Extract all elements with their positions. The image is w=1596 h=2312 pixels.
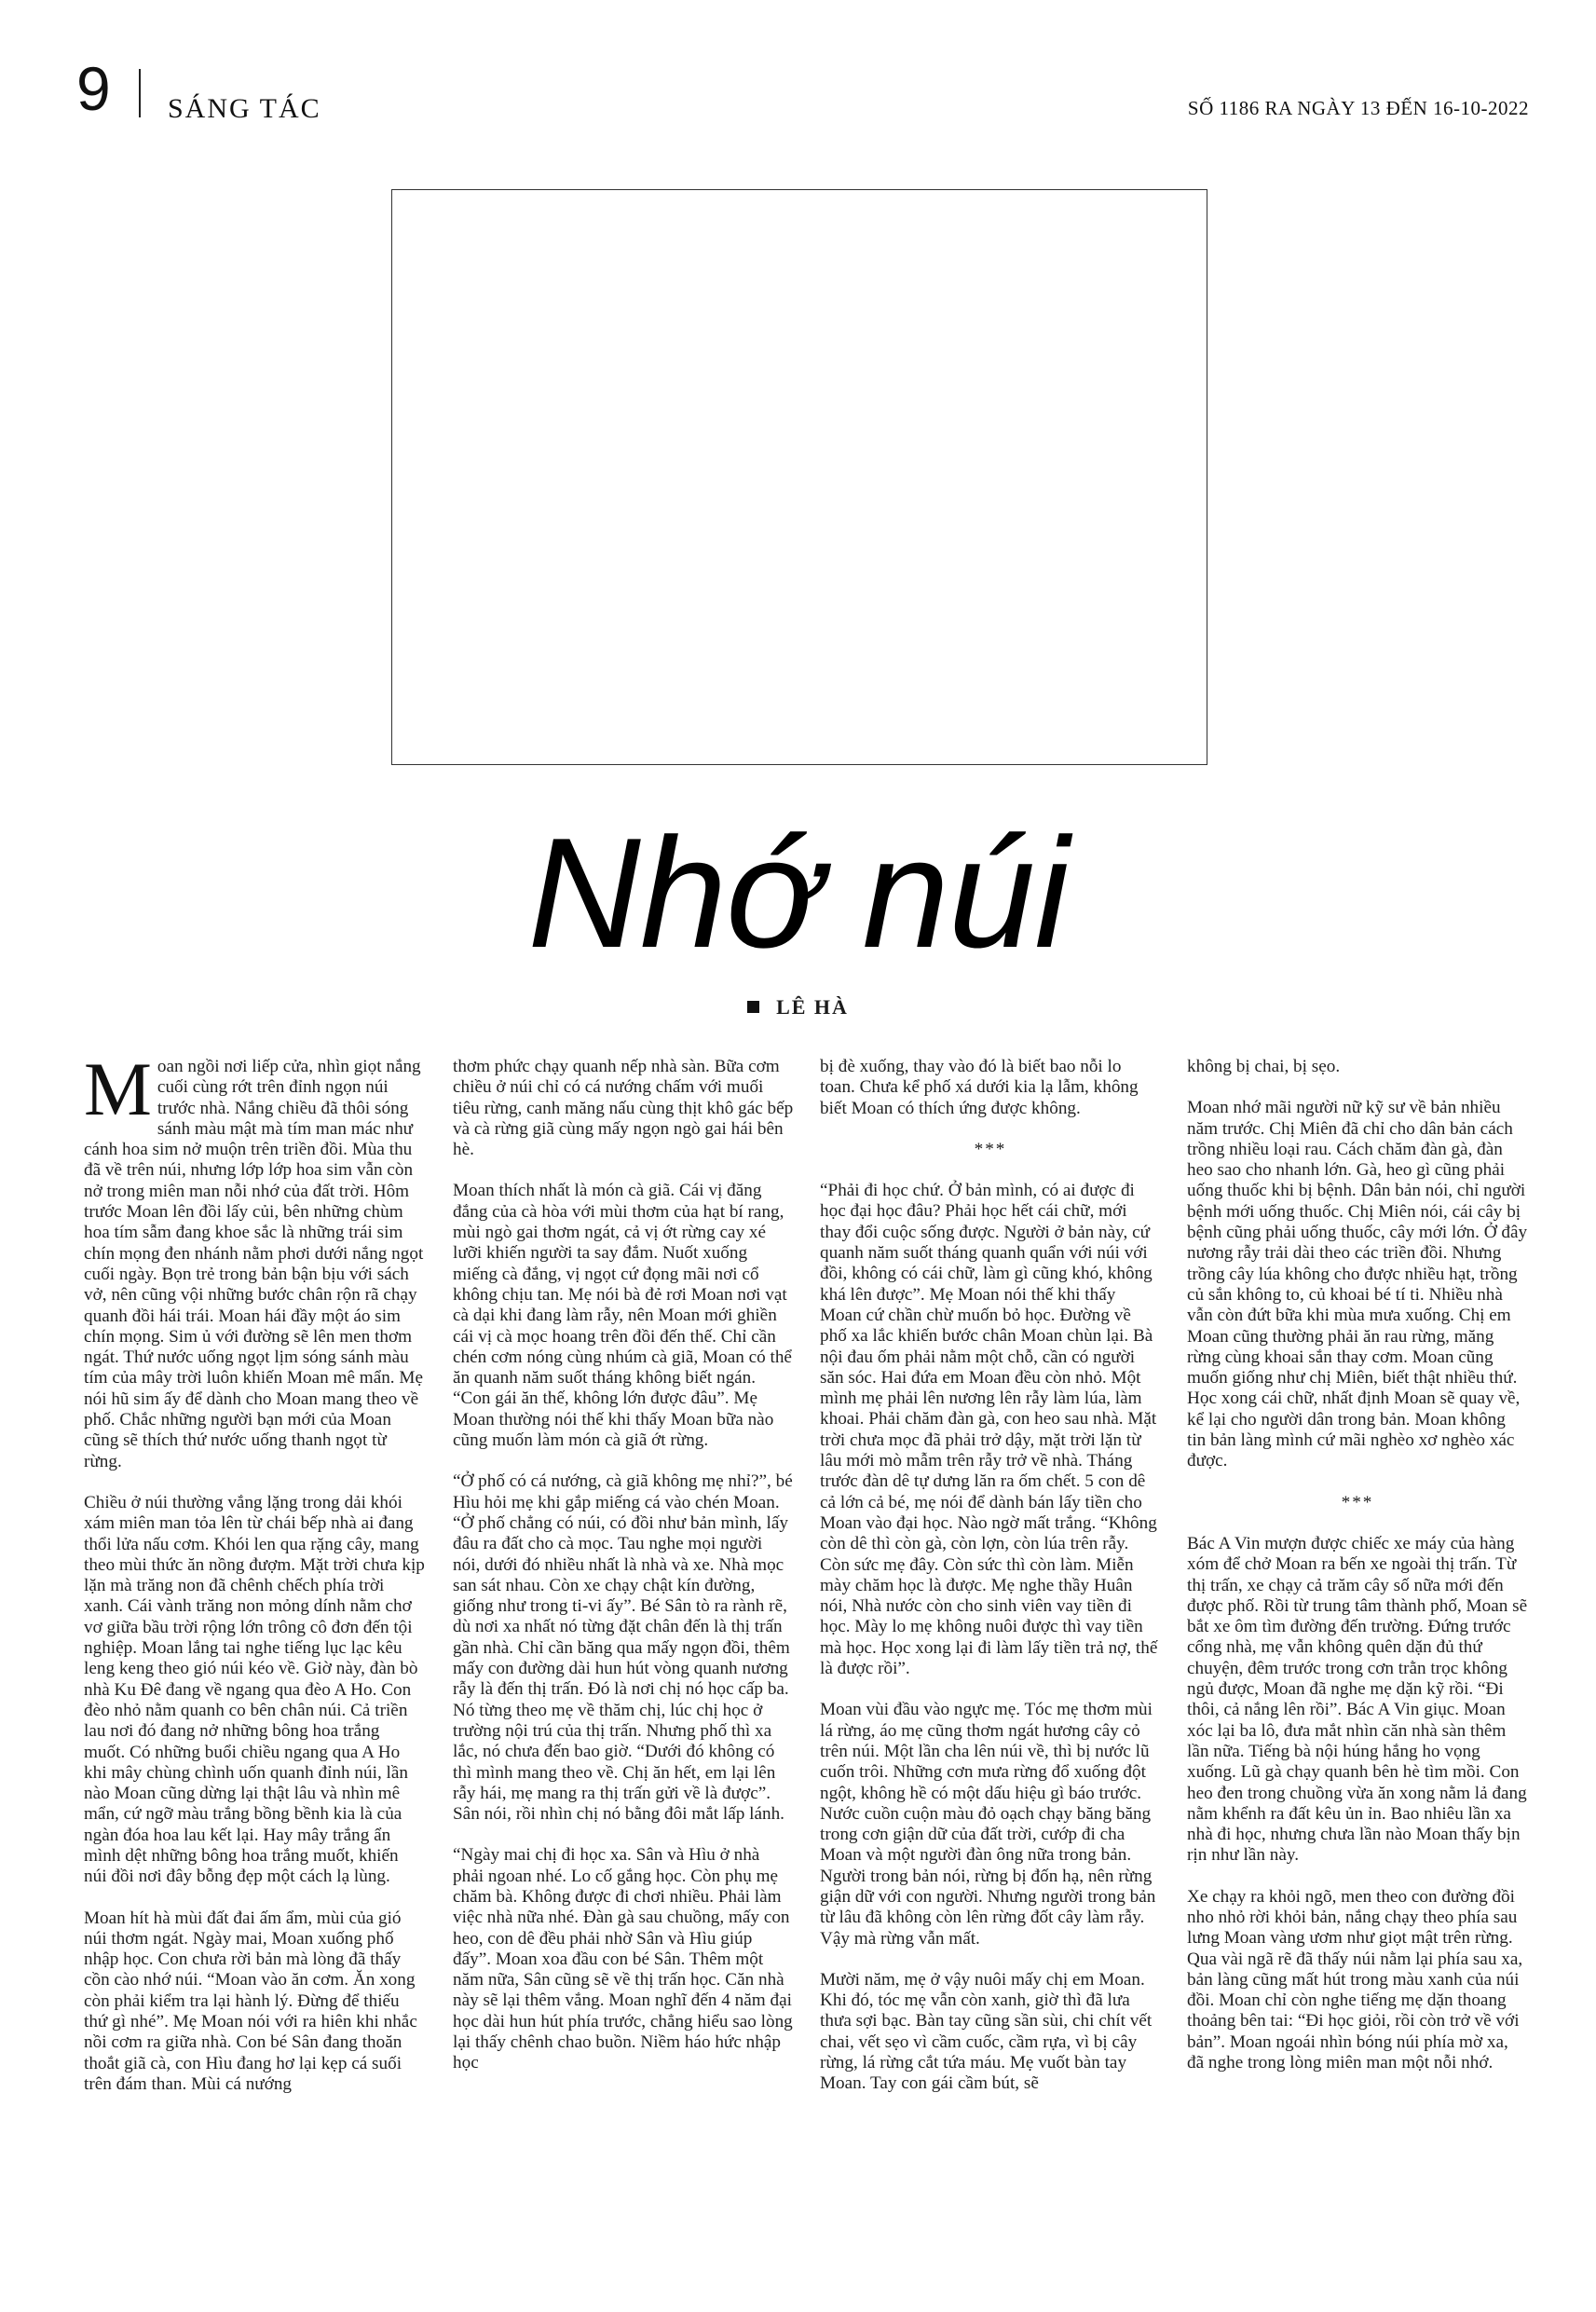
story-title: Nhớ núi bbox=[527, 805, 1069, 980]
column-4 bbox=[1187, 1057, 1528, 2259]
paragraph: Chiều ở núi thường vắng lặng trong dải khói xám miên man tỏa lên từ chái bếp nhà ai đang thổi lửa nấu cơm. Khói len qua rặng cây, mang theo mùi thức ăn nồng đượm. Mặt trời chưa kịp lặn mà trăng non đã chênh chếch phía trời xanh. Cái vành trăng non mỏng dính nằm chơ vơ giữa bầu trời rộng lớn trông cô đơn đến tội nghiệp. Moan lắng tai nghe tiếng lục lạc kêu leng keng theo gió núi kéo về. Giờ này, đàn bò nhà Ku Đê đang về ngang qua đèo A Ho. Con đèo nhỏ nằm quanh co bên chân núi. Cả triền lau nơi đó đang nở những bông hoa trắng muốt. Có những buổi chiều ngang qua A Ho khi mây chùng chình uốn quanh đỉnh núi, lần nào Moan cũng dừng lại thật lâu và nhìn mê mẩn, cứ ngỡ màu trắng bồng bềnh kia là của ngàn đóa hoa lau kết lại. Hay mây trắng ẩn mình dệt những bông hoa trắng muốt, khiến núi đồi nơi đây bỗng đẹp một cách lạ lùng. bbox=[84, 1492, 425, 1887]
paragraph: Moan thích nhất là món cà giã. Cái vị đăng đắng của cà hòa với mùi thơm của hạt bí rang, mùi ngò gai thơm ngát, cả vị ớt rừng cay xé lưỡi khiến người ta say đắm. Nuốt xuống miếng cà đắng, vị ngọt cứ đọng mãi nơi cổ không chịu tan. Mẹ nói bà đẻ rơi Moan nơi vạt cà dại khi đang làm rẫy, nên Moan mới ghiền cái vị cà mọc hoang trên đồi đến thế. Chỉ cần chén cơm nóng cùng nhúm cà giã, Moan có thể ăn quanh năm suốt tháng không biết ngán. “Con gái ăn thế, không lớn được đâu”. Mẹ Moan thường nói thế khi thấy Moan bữa nào cũng muốn làm món cà giã ớt rừng. bbox=[453, 1181, 792, 1451]
paragraph: “Ở phố có cá nướng, cà giã không mẹ nhỉ?”, bé Hìu hỏi mẹ khi gắp miếng cá vào chén Moan. “Ở phố chẳng có núi, có đồi như bản mình, lấy đâu ra đất cho cà mọc. Tau nghe mọi người nói, dưới đó nhiều nhất là nhà và xe. Nhà mọc san sát nhau. Còn xe chạy chật kín đường, giống như trong ti-vi ấy”. Bé Sân tò ra rành rẽ, dù nơi xa nhất nó từng đặt chân đến là thị trấn gần nhà. Chỉ cần băng qua mấy ngọn đồi, thêm mấy con đường dài hun hút vòng quanh nương rẫy là đến thị trấn. Đó là nơi chị nó học cấp ba. Nó từng theo mẹ về thăm chị, lúc chị học ở trường nội trú của thị trấn. Nhưng phố thì xa lắc, nó chưa đến bao giờ. “Dưới đó không có thì mình mang theo về. Chị ăn hết, em lại lên rẫy hái, mẹ mang ra thị trấn gửi về là được”. Sân nói, rồi nhìn chị nó bằng đôi mắt lấp lánh. bbox=[453, 1471, 793, 1825]
section-name: SÁNG TÁC bbox=[168, 93, 321, 124]
paragraph: Mười năm, mẹ ở vậy nuôi mấy chị em Moan. Khi đó, tóc mẹ vẫn còn xanh, giờ thì đã lưa thưa sợi bạc. Bàn tay cũng sần sùi, chi chít vết chai, vết sẹo vì cầm cuốc, cầm rựa, vì bị cây rừng, lá rừng cắt tứa máu. Mẹ vuốt bàn tay Moan. Tay con gái cầm bút, sẽ bbox=[820, 1969, 1153, 2094]
header-divider bbox=[139, 69, 141, 117]
illustration-frame bbox=[391, 189, 1207, 765]
paragraph: Moan hít hà mùi đất đai ấm ẩm, mùi của gió núi thơm ngát. Ngày mai, Moan xuống phố nhập học. Con chưa rời bản mà lòng đã thấy cồn cào nhớ núi. “Moan vào ăn cơm. Ăn xong còn phải kiểm tra lại hành lý. Đừng để thiếu thứ gì nhé”. Mẹ Moan nói với ra hiên khi nhắc nồi cơm ra giữa nhà. Con bé Sân đang thoăn thoắt giã cà, con Hìu đang hơ lại kẹp cá suối trên đám than. Mùi cá nướng bbox=[84, 1908, 417, 2094]
paragraph: thơm phức chạy quanh nếp nhà sàn. Bữa cơm chiều ở núi chỉ có cá nướng chấm với muối tiêu rừng, canh măng nấu cùng thịt khô gác bếp và cà rừng giã cùng mấy ngọn ngò gai hái bên hè. bbox=[453, 1057, 794, 1160]
column-3 bbox=[820, 1057, 1161, 2259]
drop-cap: M bbox=[84, 1057, 152, 1131]
section-separator: *** bbox=[974, 1139, 1007, 1159]
paragraph: Xe chạy ra khỏi ngõ, men theo con đường đồi nho nhỏ rời khỏi bản, nắng chạy theo phía sau lưng Moan vàng ươm như giọt mật trên rừng. Qua vài ngã rẽ đã thấy núi nằm lại phía sau xa, bản làng cũng mất hút trong màu xanh của núi đồi. Moan chỉ còn nghe tiếng mẹ dặn thoang thoảng bên tai: “Đi học giỏi, rồi còn trở về với bản”. Moan ngoái nhìn bóng núi phía mờ xa, đã nghe trong lòng miên man một nỗi nhớ. bbox=[1187, 1886, 1523, 2073]
column-2 bbox=[453, 1057, 794, 2259]
column-1 bbox=[84, 1057, 425, 2259]
paragraph: Moan nhớ mãi người nữ kỹ sư về bản nhiều năm trước. Chị Miên đã chỉ cho dân bản cách trồng nhiều loại rau. Cách chăm đàn gà, đàn heo sao cho nhanh lớn. Gà, heo gì cũng phải uống thuốc khi bị bệnh. Dân bản nói, chỉ người bệnh mới uống thuốc. Chị Miên nói, cái cây bị bệnh cũng phải uống thuốc, cây mới lớn. Ở đây nương rẫy trải dài theo các triền đồi. Nhưng trồng cây lúa không cho được nhiều hạt, trồng củ sắn không to, củ khoai bé tí ti. Nhiều nhà vẫn còn đứt bữa khi mùa mưa xuống. Chị em Moan cũng thường phải ăn rau rừng, măng rừng cùng khoai sắn thay cơm. Moan cũng muốn giống như chị Miên, biết thật nhiều thứ. Học xong cái chữ, nhất định Moan sẽ quay về, kể lại cho người dân trong bản. Moan không tin bản làng mình cứ mãi nghèo xơ nghèo xác được. bbox=[1187, 1098, 1528, 1471]
byline-square-icon bbox=[747, 1001, 759, 1013]
paragraph: bị đè xuống, thay vào đó là biết bao nỗi lo toan. Chưa kể phố xá dưới kia lạ lẫm, không biết Moan có thích ứng được không. bbox=[820, 1057, 1139, 1118]
paragraph: không bị chai, bị sẹo. bbox=[1187, 1057, 1341, 1076]
byline bbox=[0, 995, 1596, 1019]
author-name: LÊ HÀ bbox=[776, 995, 849, 1019]
paragraph: Moan vùi đầu vào ngực mẹ. Tóc mẹ thơm mùi lá rừng, áo mẹ cũng thơm ngát hương cây cỏ trên núi. Một lần cha lên núi về, thì bị nước lũ cuốn trôi. Những cơn mưa rừng đổ xuống đột ngột, không hề có một dấu hiệu gì báo trước. Nước cuồn cuộn màu đỏ oạch chạy băng băng trong cơn giận dữ của đất trời, cướp đi cha Moan và một người đàn ông nữa trong bản. Người trong bản nói, rừng bị đốn hạ, nên rừng giận dữ với con người. Nhưng người trong bản từ lâu đã không còn lên rừng đốt cây làm rẫy. Vậy mà rừng vẫn mất. bbox=[820, 1700, 1156, 1949]
paragraph: “Phải đi học chứ. Ở bản mình, có ai được đi học đại học đâu? Phải học hết cái chữ, mới thay đổi cuộc sống được. Người ở bản này, cứ quanh năm suốt tháng quanh quẩn với núi với đồi, không có cái chữ, làm gì cũng khó, không khá lên được”. Mẹ Moan nói thế khi thấy Moan cứ chần chừ muốn bỏ học. Đường về phố xa lắc khiến bước chân Moan chùn lại. Bà nội đau ốm phải nằm một chỗ, cần có người săn sóc. Hai đứa em Moan đều còn nhỏ. Một mình mẹ phải lên nương lên rẫy làm lúa, làm khoai. Phải chăm đàn gà, con heo sau nhà. Mặt trời chưa mọc đã phải trở dậy, mặt trời lặn từ lâu mới mò mẫm trên rẫy trở về nhà. Tháng trước đàn dê tự dưng lăn ra ốm chết. 5 con dê cả lớn cả bé, mẹ nói để dành bán lấy tiền cho Moan vào đại học. Nào ngờ mất trắng. “Không còn dê thì còn gà, còn lợn, còn lúa trên rẫy. Còn sức mẹ đây. Còn sức thì còn làm. Miễn mày chăm học là được. Mẹ nghe thầy Huân nói, Nhà nước còn cho sinh viên vay tiền đi học. Mày lo mẹ không nuôi được thì vay tiền mà học. Học xong lại đi làm lấy tiền trả nợ, thế là được rồi”. bbox=[820, 1181, 1158, 1679]
paragraph: “Ngày mai chị đi học xa. Sân và Hìu ở nhà phải ngoan nhé. Lo cố gắng học. Còn phụ mẹ chăm bà. Không được đi chơi nhiều. Phải làm việc nhà nữa nhé. Đàn gà sau chuồng, mấy con heo, con dê đều phải nhờ Sân và Hìu giúp đấy”. Moan xoa đầu con bé Sân. Thêm một năm nữa, Sân cũng sẽ về thị trấn học. Căn nhà này sẽ lại thêm vắng. Moan nghĩ đến 4 năm đại học dài hun hút phía trước, chẳng hiểu sao lòng lại thấy chênh chao buồn. Niềm háo hức nhập học bbox=[453, 1845, 793, 2073]
paragraph-text: oan ngồi nơi liếp cửa, nhìn giọt nắng cuối cùng rớt trên đỉnh ngọn núi trước nhà. Nắng chiều đã thôi sóng sánh màu mật mà tím man mác như cánh hoa sim nở muộn trên triền đồi. Mùa thu đã về trên núi, nhưng lớp lớp hoa sim vẫn còn nở trong miên man nỗi nhớ của đất trời. Hôm trước Moan lên đồi lấy củi, bên những chùm hoa tím sẫm đang khoe sắc là những trái sim chín mọng đen nhánh nằm phơi dưới nắng ngọt cuối ngày. Bọn trẻ trong bản bận bịu với sách vở, nên cũng vội những bước chân rộn rã chạy quanh đồi hái trái. Moan hái đầy một áo sim chín mọng. Sim ủ với đường sẽ lên men thơm ngát. Thứ nước uống ngọt lịm sóng sánh màu tím của mây trời luôn khiến Moan mê mẩn. Mẹ nói hũ sim ấy để dành cho Moan mang theo về phố. Chắc những người bạn mới của Moan cũng sẽ thích thứ nước uống thanh ngọt từ rừng. bbox=[84, 1057, 424, 1471]
issue-info: SỐ 1186 RA NGÀY 13 ĐẾN 16-10-2022 bbox=[1187, 97, 1529, 119]
paragraph: Bác A Vin mượn được chiếc xe máy của hàng xóm để chở Moan ra bến xe ngoài thị trấn. Từ thị trấn, xe chạy cả trăm cây số nữa mới đến được phố. Rồi từ trung tâm thành phố, Moan sẽ bắt xe ôm tìm đường đến trường. Đứng trước cổng nhà, mẹ vẫn không quên dặn đủ thứ chuyện, đêm trước trong cơn trằn trọc không ngủ được, Moan đã nghe mẹ dặn kỹ rồi. “Đi thôi, cả nắng lên rồi”. Bác A Vin giục. Moan xóc lại ba lô, đưa mắt nhìn căn nhà sàn thêm lần nữa. Tiếng bà nội húng hắng ho vọng xuống. Lũ gà chạy quanh bên hè tìm mồi. Con heo đen trong chuồng vừa ăn xong nằm lả đang nằm khểnh ra đất kêu ủn ỉn. Bao nhiêu lần xa nhà đi học, nhưng chưa lần nào Moan thấy bịn rịn như lần này. bbox=[1187, 1533, 1528, 1866]
section-separator: *** bbox=[1341, 1492, 1374, 1512]
article-body bbox=[84, 1057, 1534, 2259]
page-number: 9 bbox=[76, 54, 111, 123]
opening-paragraph bbox=[84, 1057, 425, 1472]
